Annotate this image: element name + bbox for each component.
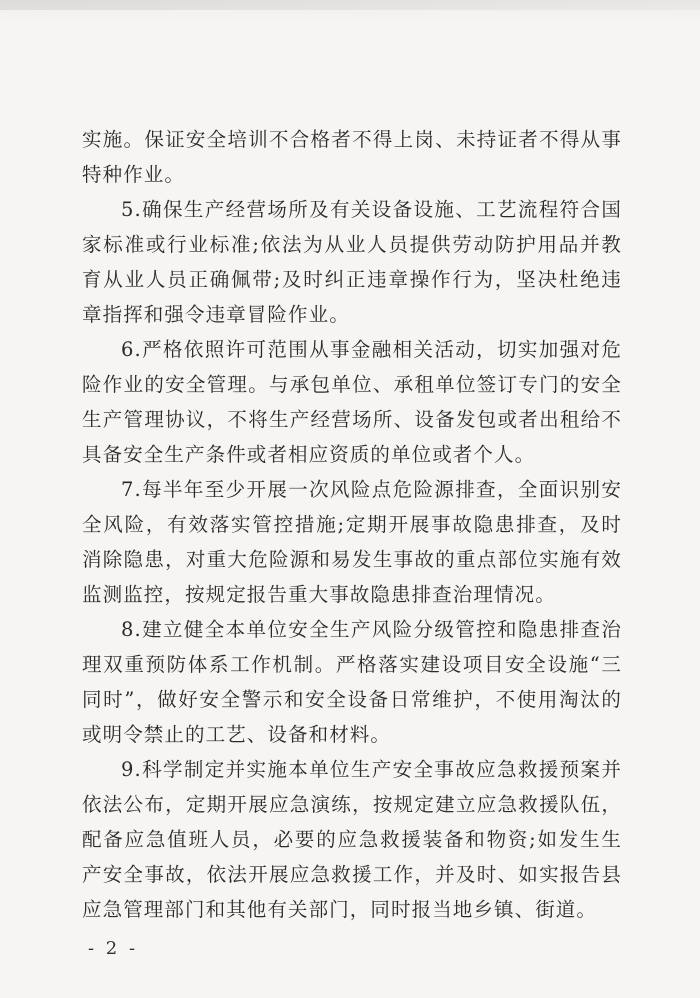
paragraph-item-6: 6.严格依照许可范围从事金融相关活动，切实加强对危险作业的安全管理。与承包单位、承租单位签订专门的安全生产管理协议，不将生产经营场所、设备发包或者出租给不具备安全生产条件或者相应资质的单位或者个人。 — [82, 338, 622, 466]
paragraph-continuation: 实施。保证安全培训不合格者不得上岗、未持证者不得从事特种作业。 — [82, 128, 622, 186]
document-body — [82, 122, 622, 927]
paragraph-item-5: 5.确保生产经营场所及有关设备设施、工艺流程符合国家标准或行业标准;依法为从业人员提供劳动防护用品并教育从业人员正确佩带;及时纠正违章操作行为，坚决杜绝违章指挥和强令违章冒险作业。 — [82, 198, 622, 326]
paragraph-item-7: 7.每半年至少开展一次风险点危险源排查，全面识别安全风险，有效落实管控措施;定期开展事故隐患排查，及时消除隐患，对重大危险源和易发生事故的重点部位实施有效监测监控，按规定报告重大事故隐患排查治理情况。 — [82, 478, 622, 606]
page-number: - 2 - — [88, 938, 139, 959]
paragraph-item-9: 9.科学制定并实施本单位生产安全事故应急救援预案并依法公布，定期开展应急演练，按规定建立应急救援队伍，配备应急值班人员，必要的应急救援装备和物资;如发生生产安全事故，依法开展应急救援工作，并及时、如实报告县应急管理部门和其他有关部门，同时报当地乡镇、街道。 — [82, 758, 622, 921]
paragraph-item-8: 8.建立健全本单位安全生产风险分级管控和隐患排查治理双重预防体系工作机制。严格落实建设项目安全设施“三同时”，做好安全警示和安全设备日常维护，不使用淘汰的或明令禁止的工艺、设备和材料。 — [82, 618, 622, 746]
scan-top-edge — [0, 0, 700, 10]
